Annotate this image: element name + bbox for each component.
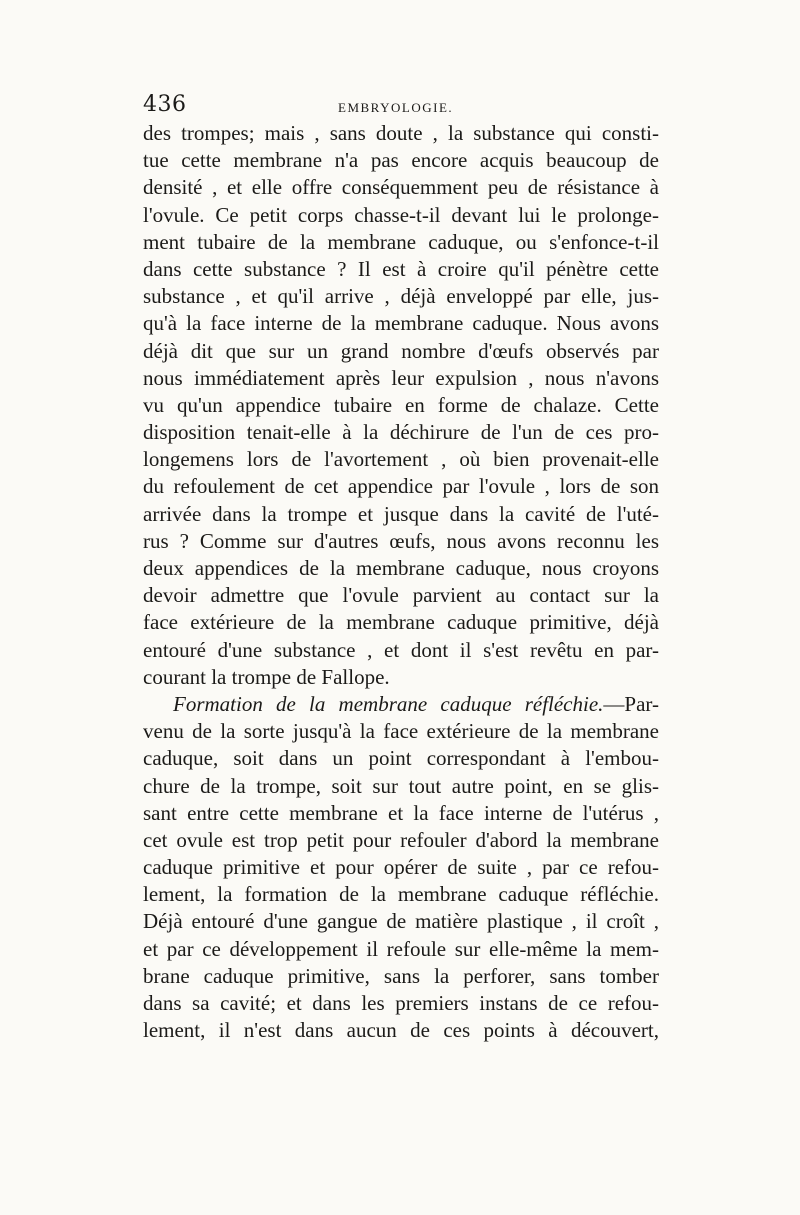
text-line: du refoulement de cet appendice par l'ovule , lors de son (143, 474, 659, 499)
running-head: EMBRYOLOGIE. (338, 100, 454, 115)
text-line: qu'à la face interne de la membrane caduque. Nous avons (143, 311, 659, 336)
text-line: et par ce développement il refoule sur elle-même la mem- (143, 936, 659, 961)
text-line: brane caduque primitive, sans la perforer, sans tomber (143, 963, 659, 988)
text-line: venu de la sorte jusqu'à la face extérieure de la membrane (143, 719, 659, 744)
text-line: deux appendices de la membrane caduque, nous croyons (143, 556, 659, 580)
text-line: vu qu'un appendice tubaire en forme de chalaze. Cette (143, 392, 659, 417)
text-line: Déjà entouré d'une gangue de matière plastique , il croît , (143, 909, 659, 934)
text-line: caduque, soit dans un point correspondant à l'embou- (143, 746, 659, 771)
text-line: lement, la formation de la membrane caduque réfléchie. (143, 882, 659, 907)
text-line: longemens lors de l'avortement , où bien provenait-elle (143, 447, 659, 472)
text-line: rus ? Comme sur d'autres œufs, nous avons reconnu les (143, 528, 659, 553)
text-line: caduque primitive et pour opérer de suite , par ce refou- (143, 855, 659, 880)
text-line: courant la trompe de Fallope. (143, 664, 390, 689)
text-line: substance , et qu'il arrive , déjà enveloppé par elle, jus- (143, 284, 659, 309)
text-line: densité , et elle offre conséquemment peu de résistance à (143, 175, 659, 200)
section-title: Formation de la membrane caduque réfléchie. (173, 691, 604, 716)
text-line: devoir admettre que l'ovule parvient au contact sur la (143, 583, 659, 608)
text-line: dans sa cavité; et dans les premiers instans de ce refou- (143, 991, 659, 1015)
text-line: entouré d'une substance , et dont il s'est revêtu en par- (143, 637, 659, 662)
text-line: chure de la trompe, soit sur tout autre point, en se glis- (143, 773, 659, 798)
section-heading-line (143, 691, 659, 718)
body-text (143, 120, 659, 1044)
page-number: 436 (143, 92, 187, 117)
text-line: cet ovule est trop petit pour refouler d'abord la membrane (143, 827, 659, 852)
text-line: arrivée dans la trompe et jusque dans la cavité de l'uté- (143, 501, 659, 526)
text-line: tue cette membrane n'a pas encore acquis beaucoup de (143, 148, 659, 173)
text-line: lement, il n'est dans aucun de ces points à découvert, (143, 1018, 659, 1043)
text-line: des trompes; mais , sans doute , la substance qui consti- (143, 121, 659, 145)
text-line: dans cette substance ? Il est à croire qu'il pénètre cette (143, 256, 659, 281)
page-header (143, 92, 663, 122)
text-line: disposition tenait-elle à la déchirure de l'un de ces pro- (143, 420, 659, 445)
text-line: sant entre cette membrane et la face interne de l'utérus , (143, 800, 659, 825)
text-line: l'ovule. Ce petit corps chasse-t-il devant lui le prolonge- (143, 202, 659, 227)
text-line: nous immédiatement après leur expulsion , nous n'avons (143, 365, 659, 390)
text-line: déjà dit que sur un grand nombre d'œufs observés par (143, 338, 659, 363)
text-line: ment tubaire de la membrane caduque, ou s'enfonce-t-il (143, 229, 659, 254)
section-title-continuation: —Par- (603, 691, 659, 716)
text-line: face extérieure de la membrane caduque primitive, déjà (143, 610, 659, 635)
